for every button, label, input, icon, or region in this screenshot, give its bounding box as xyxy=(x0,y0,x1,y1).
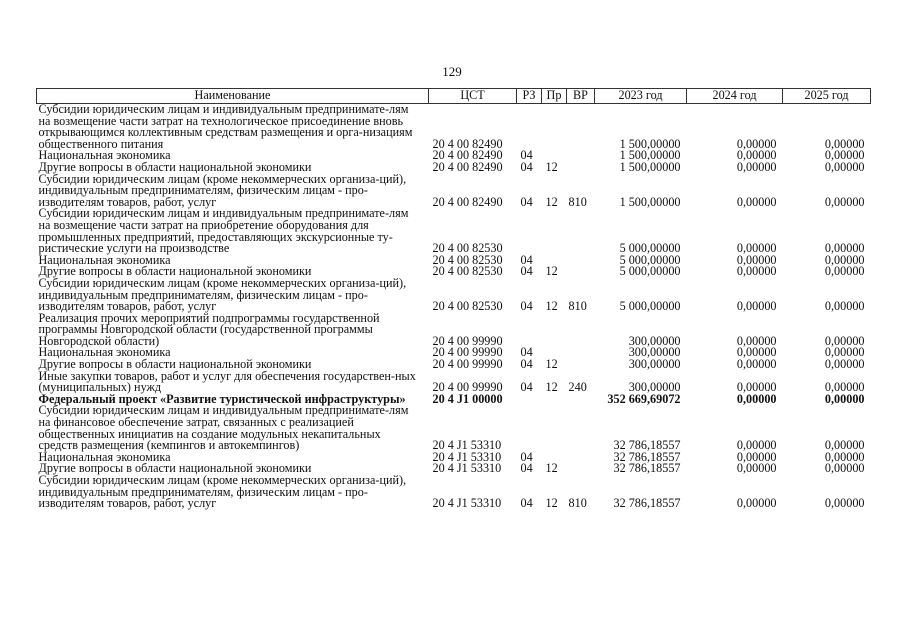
row-pr: 12 xyxy=(545,461,558,476)
row-rz xyxy=(517,104,542,151)
row-value-2023: 32 786,18557 xyxy=(613,461,681,476)
row-vr xyxy=(567,452,595,464)
row-value-2025: 0,00000 xyxy=(824,299,865,314)
row-pr: 12 xyxy=(545,380,558,395)
column-header-2023: 2023 год xyxy=(595,89,687,104)
budget-table xyxy=(36,88,871,510)
row-value-2024: 0,00000 xyxy=(736,159,777,174)
row-rz: 04 xyxy=(520,299,533,314)
row-value-2024: 0,00000 xyxy=(736,241,777,256)
table-row xyxy=(37,371,871,394)
row-value-2024: 0,00000 xyxy=(736,357,777,372)
row-name: Федеральный проект «Развитие туристической инфраструктуры» xyxy=(38,391,406,406)
row-value-2025: 0,00000 xyxy=(824,194,865,209)
row-vr: 810 xyxy=(568,496,587,511)
row-name: Национальная экономика xyxy=(38,449,171,464)
row-value-2025: 0,00000 xyxy=(824,380,865,395)
row-value-2024: 0,00000 xyxy=(736,333,777,348)
row-rz: 04 xyxy=(520,264,533,279)
row-pr: 12 xyxy=(545,299,558,314)
row-value-2024: 0,00000 xyxy=(736,136,777,151)
row-value-2023: 300,00000 xyxy=(628,333,681,348)
row-value-2025: 0,00000 xyxy=(824,438,865,453)
row-rz: 04 xyxy=(520,345,533,360)
row-vr xyxy=(567,104,595,151)
row-value-2024: 0,00000 xyxy=(736,496,777,511)
table-row xyxy=(37,475,871,510)
row-value-2025: 0,00000 xyxy=(824,496,865,511)
row-value-2023: 5 000,00000 xyxy=(619,241,681,256)
row-value-2023: 300,00000 xyxy=(628,345,681,360)
row-cst: 20 4 J1 00000 xyxy=(432,391,503,406)
row-value-2023: 5 000,00000 xyxy=(619,264,681,279)
column-header-vr: ВР xyxy=(567,89,595,104)
row-pr xyxy=(542,104,567,151)
row-vr xyxy=(567,266,595,278)
row-pr: 12 xyxy=(545,194,558,209)
row-value-2024: 0,00000 xyxy=(736,194,777,209)
row-cst: 20 4 J1 53310 xyxy=(432,438,502,453)
row-value-2023: 32 786,18557 xyxy=(613,449,681,464)
row-value-2024: 0,00000 xyxy=(736,391,777,406)
table-row xyxy=(37,208,871,254)
row-cst: 20 4 00 82490 xyxy=(432,136,503,151)
row-cst: 20 4 00 82530 xyxy=(432,264,503,279)
row-name: Субсидии юридическим лицам (кроме некоммерческих организа-ций), индивидуальным предпринимателям, физическим лицам - про-изводителям товаров, работ, услуг xyxy=(38,171,407,209)
row-name: Иные закупки товаров, работ и услуг для обеспечения государствен-ных (муниципальных) нужд xyxy=(38,368,416,395)
row-vr xyxy=(567,359,595,371)
row-rz: 04 xyxy=(520,194,533,209)
row-value-2023: 5 000,00000 xyxy=(619,299,681,314)
row-name: Другие вопросы в области национальной экономики xyxy=(38,264,312,279)
row-value-2024: 0,00000 xyxy=(736,264,777,279)
row-value-2023: 1 500,00000 xyxy=(619,194,681,209)
row-value-2024: 0,00000 xyxy=(736,461,777,476)
row-value-2025: 0,00000 xyxy=(824,449,865,464)
row-pr: 12 xyxy=(545,159,558,174)
row-value-2025: 0,00000 xyxy=(824,148,865,163)
row-value-2024: 0,00000 xyxy=(736,299,777,314)
row-pr xyxy=(542,394,567,406)
column-header-rz: РЗ xyxy=(517,89,542,104)
row-rz: 04 xyxy=(520,461,533,476)
row-pr: 12 xyxy=(545,357,558,372)
row-name: Субсидии юридическим лицам и индивидуальным предпринимате-лям на возмещение части затрат на приобретение оборудования для промышленных предприятий, предоставляющих экскурсионные ту-ристические услуги на производстве xyxy=(38,206,409,256)
row-value-2023: 32 786,18557 xyxy=(613,496,681,511)
row-rz xyxy=(517,394,542,406)
row-value-2024: 0,00000 xyxy=(736,345,777,360)
row-rz xyxy=(517,313,542,348)
row-pr xyxy=(542,405,567,451)
row-vr xyxy=(567,208,595,254)
row-value-2023: 5 000,00000 xyxy=(619,252,681,267)
row-value-2025: 0,00000 xyxy=(824,391,865,406)
row-vr xyxy=(567,347,595,359)
table-row xyxy=(37,405,871,451)
row-value-2023: 1 500,00000 xyxy=(619,148,681,163)
row-cst: 20 4 00 82530 xyxy=(432,241,503,256)
row-value-2025: 0,00000 xyxy=(824,264,865,279)
row-name: Национальная экономика xyxy=(38,345,171,360)
row-pr xyxy=(542,208,567,254)
table-row xyxy=(37,278,871,313)
row-vr xyxy=(567,463,595,475)
row-name: Национальная экономика xyxy=(38,252,171,267)
row-cst: 20 4 00 82490 xyxy=(432,194,503,209)
column-header-pr: Пр xyxy=(542,89,567,104)
table-row xyxy=(37,174,871,209)
row-vr xyxy=(567,150,595,162)
row-value-2024: 0,00000 xyxy=(736,449,777,464)
row-value-2023: 300,00000 xyxy=(628,380,681,395)
row-vr xyxy=(567,255,595,267)
row-value-2023: 352 669,69072 xyxy=(607,391,681,406)
row-rz: 04 xyxy=(520,380,533,395)
row-cst: 20 4 J1 53310 xyxy=(432,461,502,476)
row-name: Субсидии юридическим лицам (кроме некоммерческих организа-ций), индивидуальным предпринимателям, физическим лицам - про-изводителям товаров, работ, услуг xyxy=(38,473,407,511)
row-value-2023: 1 500,00000 xyxy=(619,159,681,174)
column-header-2024: 2024 год xyxy=(687,89,783,104)
table-body xyxy=(37,104,871,510)
row-value-2025: 0,00000 xyxy=(824,461,865,476)
row-value-2024: 0,00000 xyxy=(736,148,777,163)
row-value-2025: 0,00000 xyxy=(824,241,865,256)
row-rz xyxy=(517,208,542,254)
row-name: Национальная экономика xyxy=(38,148,171,163)
row-cst: 20 4 00 82530 xyxy=(432,299,503,314)
row-pr: 12 xyxy=(545,496,558,511)
row-vr xyxy=(567,313,595,348)
row-cst: 20 4 00 82530 xyxy=(432,252,503,267)
row-value-2023: 32 786,18557 xyxy=(613,438,681,453)
row-cst: 20 4 00 82490 xyxy=(432,148,503,163)
row-value-2024: 0,00000 xyxy=(736,252,777,267)
row-name: Субсидии юридическим лицам и индивидуальным предпринимате-лям на финансовое обеспечение затрат, связанных с реализацией общественных инициатив на создание модульных некапитальных средств размещения (кемпингов и автокемпингов) xyxy=(38,403,409,453)
row-name: Реализация прочих мероприятий подпрограммы государственной программы Новгородской области (государственной программы Новгородской области) xyxy=(38,310,380,348)
row-vr xyxy=(567,405,595,451)
row-cst: 20 4 J1 53310 xyxy=(432,449,502,464)
row-vr: 240 xyxy=(568,380,587,395)
row-vr xyxy=(567,162,595,174)
row-value-2025: 0,00000 xyxy=(824,252,865,267)
row-value-2024: 0,00000 xyxy=(736,380,777,395)
column-header-cst: ЦСТ xyxy=(429,89,517,104)
row-rz: 04 xyxy=(520,252,533,267)
row-value-2025: 0,00000 xyxy=(824,159,865,174)
row-cst: 20 4 00 99990 xyxy=(432,333,503,348)
row-vr: 810 xyxy=(568,194,587,209)
table-row xyxy=(37,104,871,151)
row-vr xyxy=(567,394,595,406)
column-header-2025: 2025 год xyxy=(783,89,871,104)
row-value-2025: 0,00000 xyxy=(824,136,865,151)
table-row xyxy=(37,313,871,348)
row-rz: 04 xyxy=(520,449,533,464)
row-rz: 04 xyxy=(520,159,533,174)
row-vr: 810 xyxy=(568,299,587,314)
row-value-2023: 1 500,00000 xyxy=(619,136,681,151)
row-value-2024: 0,00000 xyxy=(736,438,777,453)
row-rz: 04 xyxy=(520,357,533,372)
row-name: Другие вопросы в области национальной экономики xyxy=(38,461,312,476)
row-cst: 20 4 J1 53310 xyxy=(432,496,502,511)
row-rz: 04 xyxy=(520,148,533,163)
row-rz: 04 xyxy=(520,496,533,511)
row-cst: 20 4 00 99990 xyxy=(432,380,503,395)
row-value-2023: 300,00000 xyxy=(628,357,681,372)
row-cst: 20 4 00 99990 xyxy=(432,345,503,360)
page-number: 129 xyxy=(442,64,462,79)
row-name: Субсидии юридическим лицам (кроме некоммерческих организа-ций), индивидуальным предпринимателям, физическим лицам - про-изводителям товаров, работ, услуг xyxy=(38,275,407,314)
column-header-name: Наименование xyxy=(37,89,429,104)
row-rz xyxy=(517,405,542,451)
row-cst: 20 4 00 82490 xyxy=(432,159,503,174)
row-cst: 20 4 00 99990 xyxy=(432,357,503,372)
row-pr xyxy=(542,313,567,348)
row-value-2025: 0,00000 xyxy=(824,345,865,360)
row-pr: 12 xyxy=(545,264,558,279)
row-name: Субсидии юридическим лицам и индивидуальным предпринимате-лям на возмещение части затрат на технологическое присоединение вновь открывающимся коллективным средствам размещения и орга-низациям общественного питания xyxy=(38,102,413,151)
row-value-2025: 0,00000 xyxy=(824,333,865,348)
row-name: Другие вопросы в области национальной экономики xyxy=(38,357,312,372)
row-name: Другие вопросы в области национальной экономики xyxy=(38,159,312,174)
row-value-2025: 0,00000 xyxy=(824,357,865,372)
